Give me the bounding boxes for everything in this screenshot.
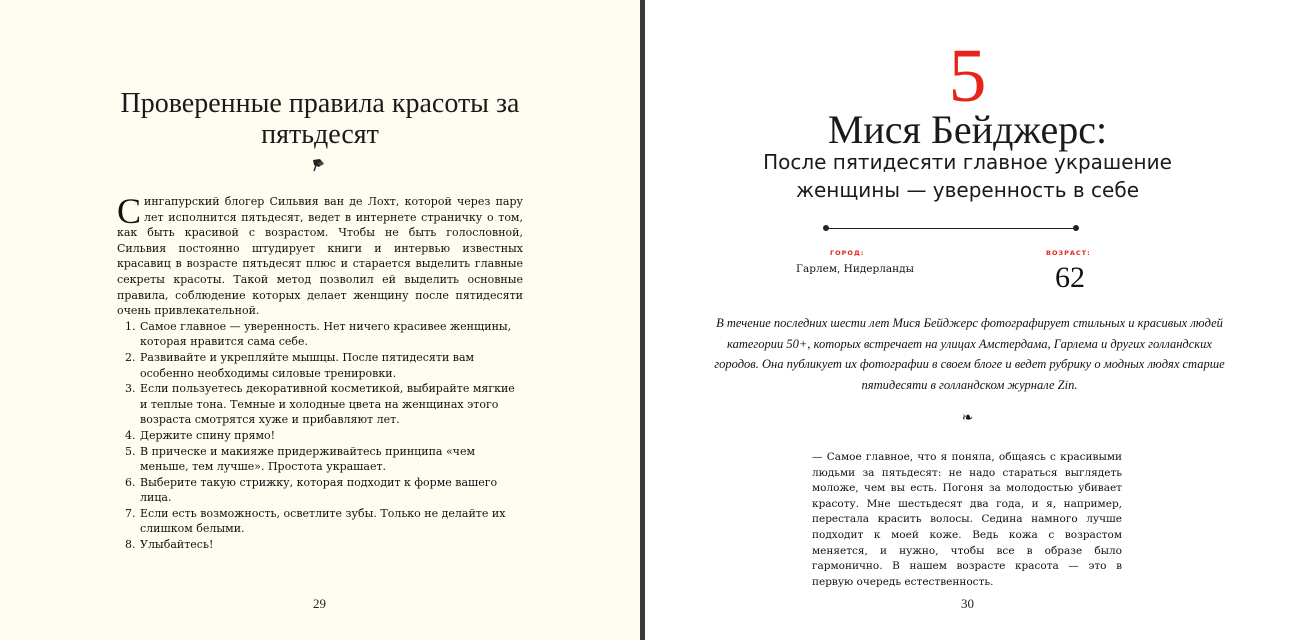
list-item: [117, 381, 523, 428]
fleuron-icon: ❧: [961, 410, 974, 426]
age-label: ВОЗРАСТ:: [1046, 249, 1091, 257]
list-item-text: Развивайте и укрепляйте мышцы. После пятидесяти вам особенно необходимы силовые тренировки.: [140, 350, 475, 380]
list-item-number: 4.: [125, 428, 136, 442]
profile-subtitle: После пятидесяти главное украшение женщины — уверенность в себе: [763, 150, 1172, 202]
city-value: Гарлем, Нидерланды: [796, 263, 914, 275]
interview-quote: — Самое главное, что я поняла, общаясь с красивыми людьми за пятьдесят: не надо стараться выглядеть моложе, чем вы есть. Погоня за молодостью убивает красоту. Мне шестьдесят два года, и я, например, перестала красить волосы. Седина намного лучше подходит к моей коже. Ведь кожа с возрастом меняется, и нужно, чтобы все в образе было гармонично. В нашем возрасте красота — это в первую очередь естественность.: [812, 451, 1122, 588]
list-item-number: 2.: [125, 350, 136, 364]
list-item-number: 7.: [125, 506, 136, 520]
pushpin-icon: [311, 158, 327, 172]
divider-dot-right: [1073, 225, 1079, 231]
list-item-number: 6.: [125, 475, 136, 489]
list-item-number: 1.: [125, 319, 136, 333]
drop-cap: С: [117, 191, 142, 231]
article-body: [117, 191, 523, 553]
list-item: [117, 350, 523, 381]
intro-text: ингапурский блогер Сильвия ван де Лохт, которой через пару лет исполнится пятьдесят, ведет в интернете страничку о том, как быть красивой с возрастом. Чтобы не быть голословной, Сильвия постоянно штудирует книги и интервью известных красавиц в возрасте пятьдесят плюс и старается выделить главные секреты красоты. Такой метод позволил ей выделить основные правила, соблюдение которых делает женщину после пятидесяти очень привлекательной.: [117, 195, 523, 318]
chapter-number: 5: [948, 34, 987, 118]
list-item-text: Выберите такую стрижку, которая подходит к форме вашего лица.: [140, 475, 498, 505]
page-title: Проверенные правила красоты за пятьдесят: [120, 88, 520, 150]
list-item: [117, 319, 523, 350]
divider-line: [825, 228, 1077, 229]
list-item-text: Держите спину прямо!: [140, 428, 276, 442]
age-value: 62: [1055, 261, 1085, 294]
list-item-number: 3.: [125, 382, 136, 396]
list-item-text: Если есть возможность, осветлите зубы. Только не делайте их слишком белыми.: [140, 506, 506, 536]
list-item-text: Самое главное — уверенность. Нет ничего красивее женщины, которая нравится сама себе.: [140, 319, 512, 349]
list-item-number: 5.: [125, 444, 136, 458]
list-item: [117, 428, 523, 444]
right-page: [645, 0, 1290, 640]
rules-list: [117, 319, 523, 553]
list-item-text: Улыбайтесь!: [140, 538, 214, 552]
intro-paragraph: [117, 191, 523, 319]
list-item-number: 8.: [125, 538, 136, 552]
list-item-text: Если пользуетесь декоративной косметикой, выбирайте мягкие и теплые тона. Темные и холодные цвета на женщинах этого возраста смотрятся хуже и прибавляют лет.: [140, 382, 515, 427]
list-item: [117, 506, 523, 537]
profile-intro: В течение последних шести лет Мися Бейджерс фотографирует стильных и красивых людей категории 50+, которых встречает на улицах Амстердама, Гарлема и других голландских городов. Она публикует их фотографии в своем блоге и ведет рубрику о модных людях старше пятидесяти в голландском журнале Zin.: [714, 316, 1225, 392]
page-number: 30: [961, 596, 974, 611]
list-item: [117, 444, 523, 475]
list-item-text: В прическе и макияже придерживайтесь принципа «чем меньше, тем лучше». Простота украшает.: [140, 444, 476, 474]
list-item: [117, 537, 523, 553]
left-page: [0, 0, 640, 640]
city-label: ГОРОД:: [830, 249, 865, 257]
list-item: [117, 475, 523, 506]
page-number: 29: [313, 596, 326, 611]
profile-name: Мися Бейджерс:: [827, 107, 1108, 152]
divider-dot-left: [823, 225, 829, 231]
